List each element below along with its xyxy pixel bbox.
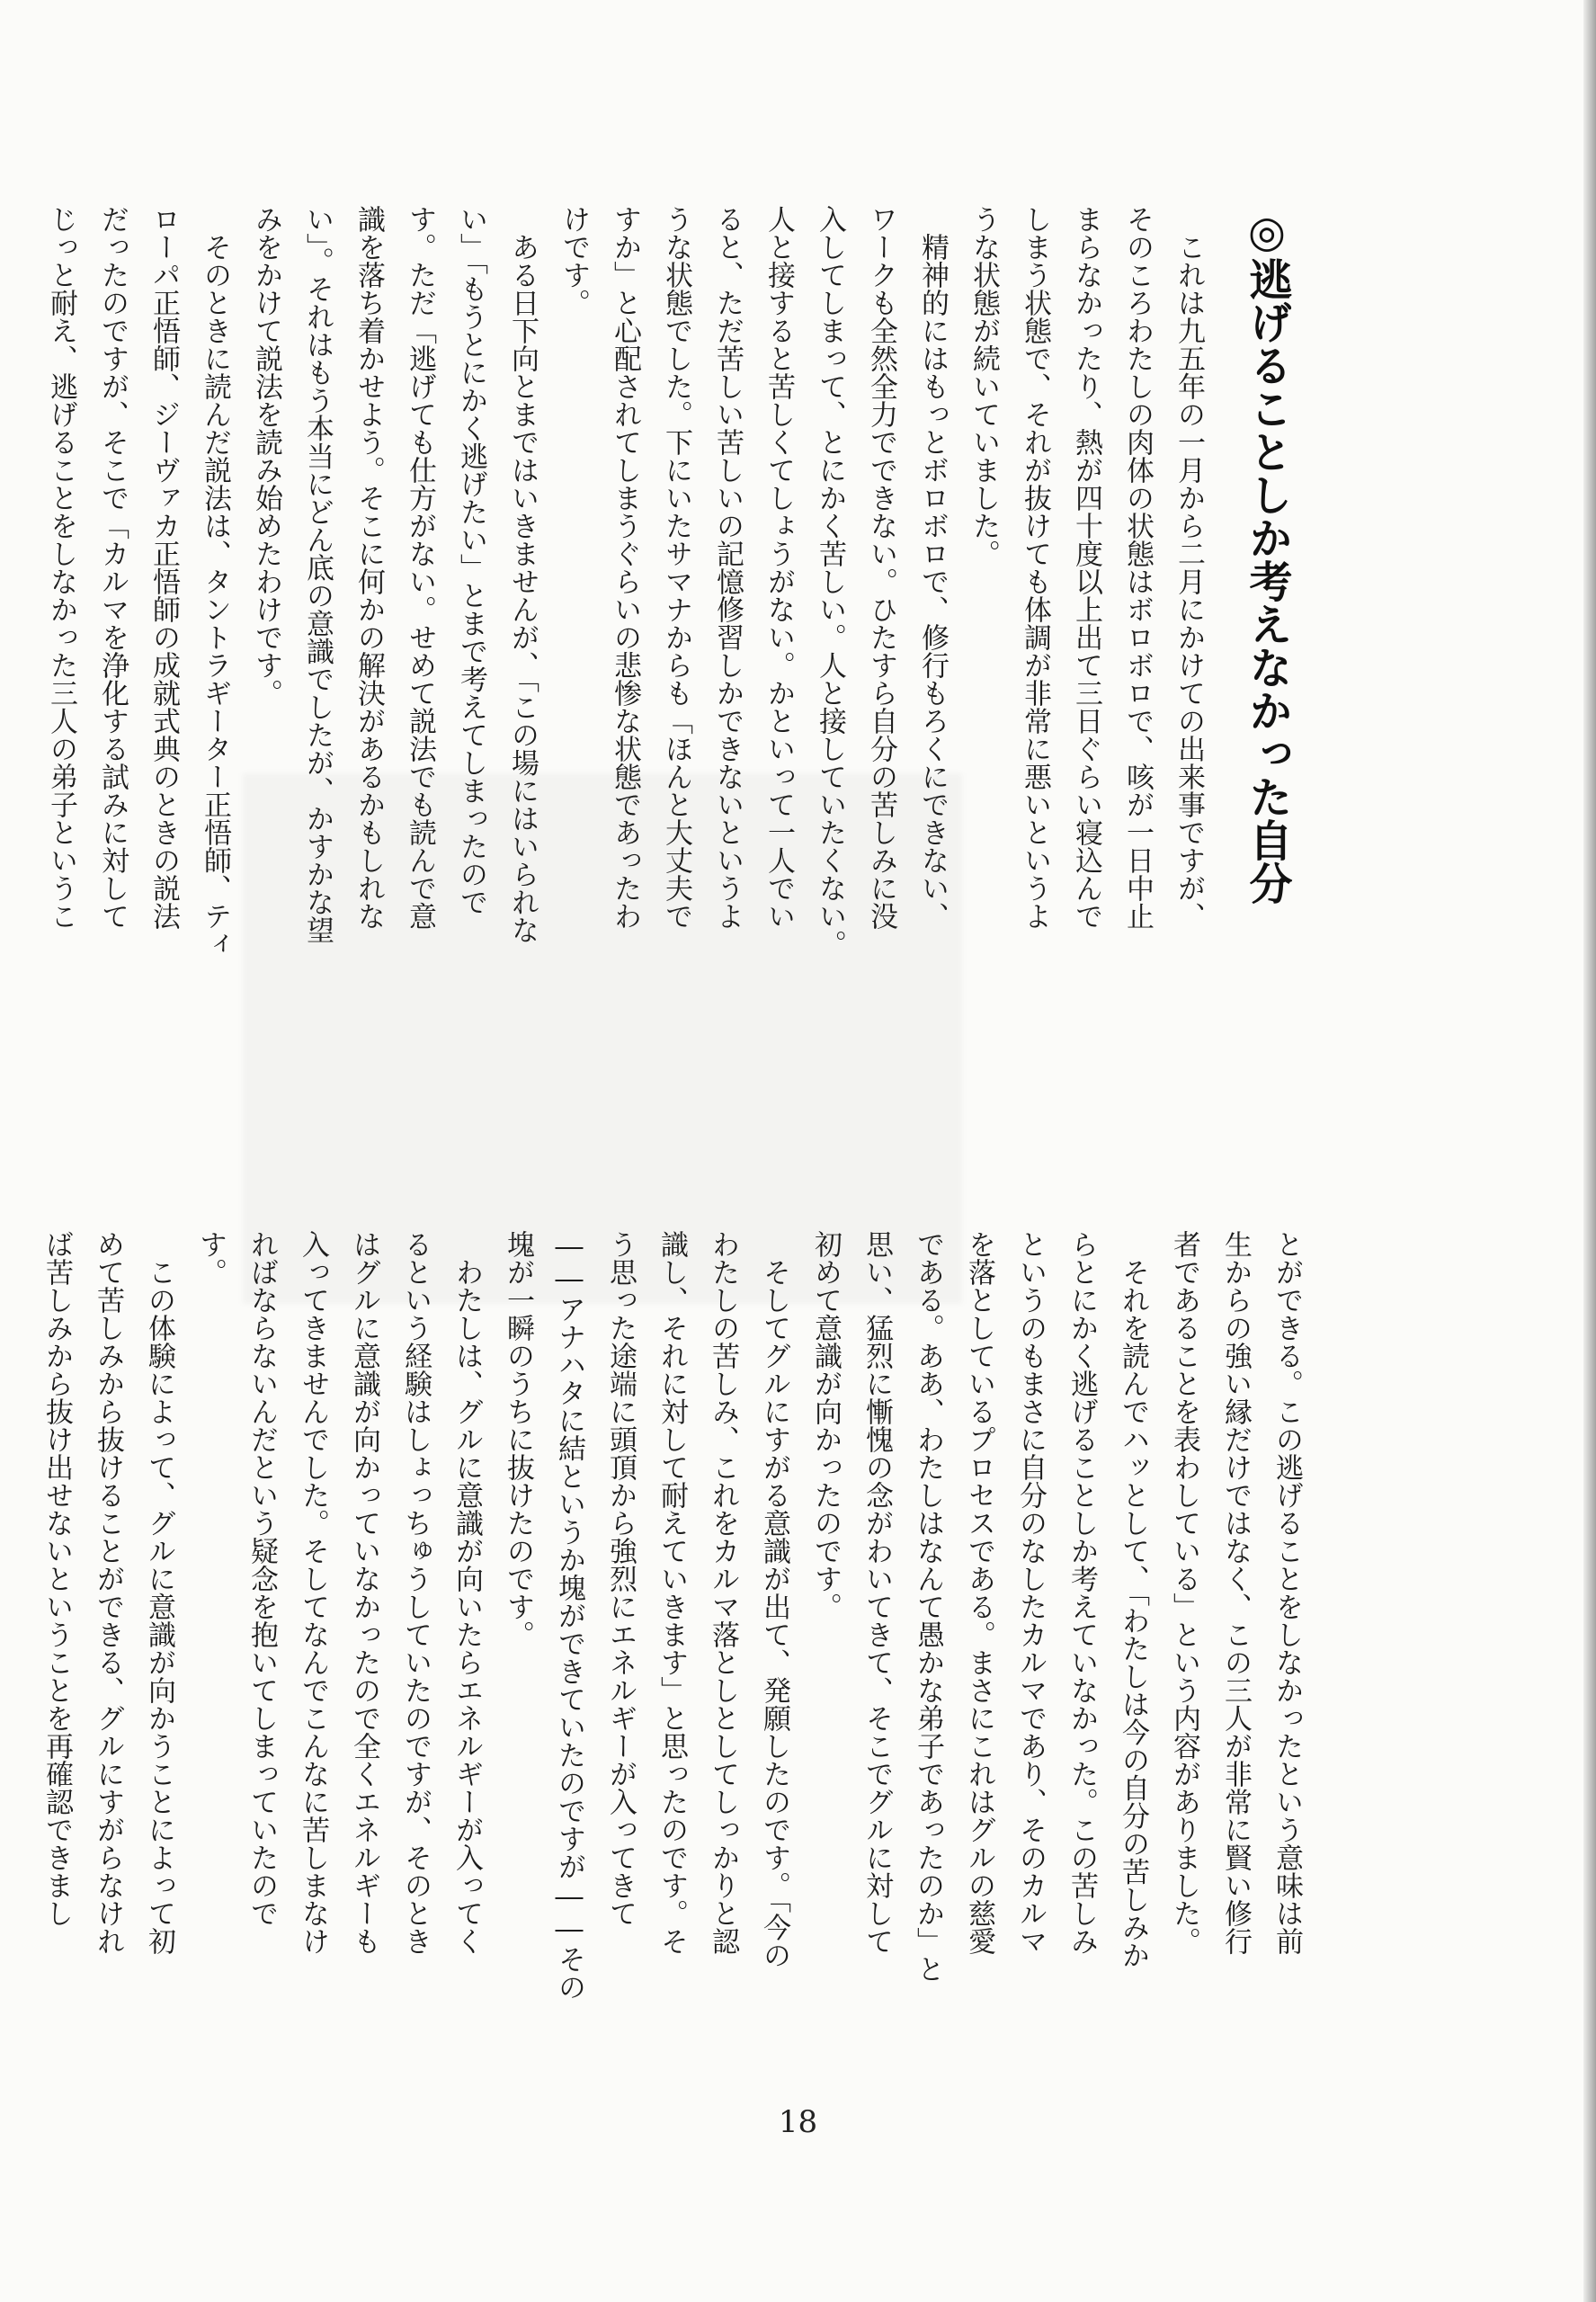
- text-line: というのもまさに自分のなしたカルマであり、そのカルマ: [1014, 1230, 1047, 1955]
- text-line: す。: [194, 1230, 227, 1286]
- text-block-upper: [35, 205, 1214, 1068]
- text-line: である。ああ、わたしはなんて愚かな弟子であったのか」と: [912, 1230, 944, 1983]
- text-line: らとにかく逃げることしか考えていなかった。この苦しみ: [1065, 1230, 1098, 1955]
- text-line: 初めて意識が向かったのです。: [809, 1230, 842, 1620]
- text-line: 者であることを表わしている」という内容がありました。: [1168, 1230, 1200, 1955]
- text-line: 精神的にはもっとボロボロで、修行もろくにできない、: [916, 205, 949, 930]
- text-line: を落としているプロセスである。まさにこれはグルの慈愛: [963, 1230, 995, 1955]
- text-line: 生からの強い縁だけではなく、この三人が非常に賢い修行: [1219, 1230, 1252, 1955]
- text-line: そのときに読んだ説法は、タントラギーター正悟師、ティ: [199, 205, 231, 958]
- text-line: ローパ正悟師、ジーヴァカ正悟師の成就式典のときの説法: [147, 205, 180, 930]
- text-line: じっと耐え、逃げることをしなかった三人の弟子というこ: [45, 205, 77, 930]
- text-line: 入してしまって、とにかく苦しい。人と接していたくない。: [814, 205, 846, 958]
- text-line: 塊が一瞬のうちに抜けたのです。: [502, 1230, 534, 1648]
- text-line: う思った途端に頭頂から強烈にエネルギーが入ってきて: [604, 1230, 637, 1927]
- text-line: この体験によって、グルに意識が向かうことによって初: [143, 1230, 175, 1955]
- text-line: ば苦しみから抜け出せないということを再確認できまし: [40, 1230, 73, 1927]
- text-line: そしてグルにすがる意識が出て、発願したのです。「今の: [758, 1230, 790, 1969]
- text-line: すか」と心配されてしまうぐらいの悲惨な状態であったわ: [609, 205, 641, 930]
- text-line: けです。: [557, 205, 590, 317]
- spine-shadow: [1583, 0, 1596, 2302]
- text-line: す。ただ「逃げても仕方がない。せめて説法でも読んで意: [404, 205, 436, 930]
- text-line: ある日下向とまではいきませんが、「この場にはいられな: [506, 205, 539, 944]
- text-line: それを読んでハッとして、「わたしは今の自分の苦しみか: [1117, 1230, 1149, 1969]
- text-line: はグルに意識が向かっていなかったので全くエネルギーも: [348, 1230, 380, 1955]
- text-line: 入ってきませんでした。そしてなんでこんなに苦しまなけ: [297, 1230, 329, 1955]
- text-line: い」。それはもう本当にどん底の意識でしたが、かすかな望: [301, 205, 334, 944]
- section-heading: ◎逃げることしか考えなかった自分: [1242, 207, 1292, 905]
- text-line: るという経験はしょっちゅうしていたのですが、そのとき: [399, 1230, 432, 1955]
- text-line: みをかけて説法を読み始めたわけです。: [250, 205, 282, 707]
- text-line: わたしの苦しみ、これをカルマ落としとしてしっかりと認: [707, 1230, 739, 1955]
- text-line: しまう状態で、それが抜けても体調が非常に悪いというよ: [1019, 205, 1051, 930]
- text-line: めて苦しみから抜けることができる、グルにすがらなけれ: [92, 1230, 124, 1955]
- text-line: い」「もうとにかく逃げたい」とまで考えてしまったので: [455, 205, 487, 916]
- text-line: そのころわたしの肉体の状態はボロボロで、咳が一日中止: [1121, 205, 1154, 930]
- text-line: だったのですが、そこで「カルマを浄化する試みに対して: [96, 205, 129, 930]
- text-line: わたしは、グルに意識が向いたらエネルギーが入ってく: [450, 1230, 483, 1955]
- text-line: ワークも全然全力でできない。ひたすら自分の苦しみに没: [865, 205, 897, 930]
- text-line: ると、ただ苦しい苦しいの記憶修習しかできないというよ: [711, 205, 744, 930]
- page-number: 18: [778, 2104, 818, 2140]
- text-line: ればならないんだという疑念を抱いてしまっていたので: [245, 1230, 278, 1927]
- text-line: これは九五年の一月から二月にかけての出来事ですが、: [1172, 205, 1205, 930]
- text-line: 識し、それに対して耐えていきます」と思ったのです。そ: [655, 1230, 688, 1955]
- text-line: 人と接すると苦しくてしょうがない。かといって一人でい: [762, 205, 795, 930]
- text-line: まらなかったり、熱が四十度以上出て三日ぐらい寝込んで: [1070, 205, 1102, 930]
- text-line: ――アナハタに結というか塊ができていたのですが――その: [553, 1230, 585, 2001]
- text-line: とができる。この逃げることをしなかったという意味は前: [1271, 1230, 1303, 1955]
- text-line: 識を落ち着かせよう。そこに何かの解決があるかもしれな: [352, 205, 385, 930]
- text-block-lower: [31, 1230, 1312, 2093]
- text-line: 思い、猛烈に慚愧の念がわいてきて、そこでグルに対して: [860, 1230, 893, 1955]
- text-line: うな状態が続いていました。: [967, 205, 1000, 567]
- text-line: うな状態でした。下にいたサマナからも「ほんと大丈夫で: [660, 205, 692, 930]
